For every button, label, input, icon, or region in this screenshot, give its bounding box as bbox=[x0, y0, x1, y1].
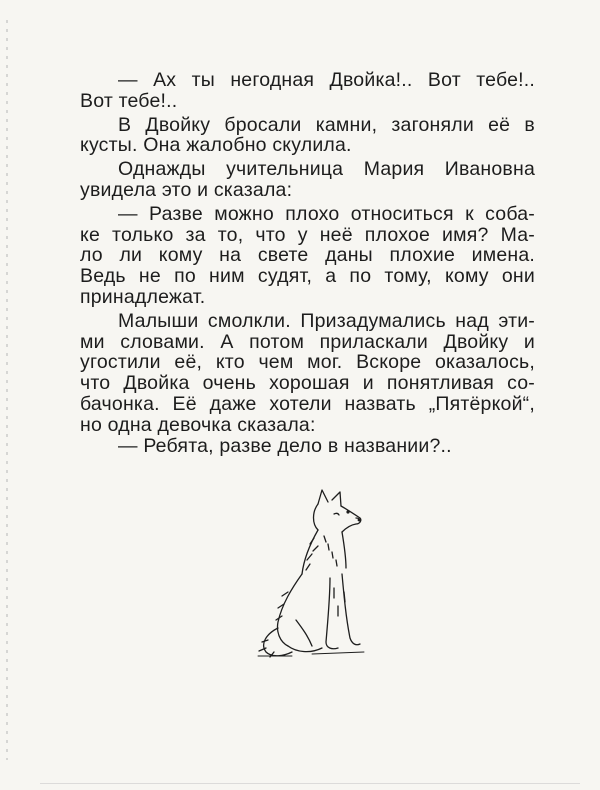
text-line: Однажды учительница Мария Ивановна bbox=[118, 158, 535, 181]
story-text bbox=[80, 70, 535, 456]
text-line: бачонка. Её даже хотели назвать „Пятёркой“, bbox=[80, 392, 535, 415]
text-line: но одна девочка сказала: bbox=[80, 413, 316, 436]
text-line: — Ребята, разве дело в названии?.. bbox=[118, 434, 452, 457]
text-line: ми словами. А потом приласкали Двойку и bbox=[80, 330, 535, 353]
text-line: Ведь не по ним судят, а по тому, кому они bbox=[80, 265, 535, 288]
text-line: угостили её, кто чем мог. Вскоре оказалось, bbox=[80, 351, 535, 374]
dog-icon bbox=[252, 488, 370, 660]
page-edge-left bbox=[6, 20, 8, 760]
text-line: — Ах ты негодная Двойка!.. Вот тебе!.. bbox=[118, 69, 535, 91]
text-line: кусты. Она жалобно скулила. bbox=[80, 134, 352, 157]
text-line: Малыши смолкли. Призадумались над эти- bbox=[118, 309, 535, 332]
text-line: что Двойка очень хорошая и понятливая со- bbox=[80, 372, 535, 395]
text-line: увидела это и сказала: bbox=[80, 178, 293, 201]
text-line: принадлежат. bbox=[80, 285, 206, 308]
text-line: ло ли кому на свете даны плохие имена. bbox=[80, 244, 535, 267]
page-edge-bottom bbox=[40, 783, 580, 784]
text-line: В Двойку бросали камни, загоняли её в bbox=[118, 113, 535, 136]
text-line: ке только за то, что у неё плохое имя? Ма- bbox=[80, 223, 535, 246]
text-line: — Разве можно плохо относиться к соба- bbox=[118, 202, 535, 225]
text-line: Вот тебе!.. bbox=[80, 89, 178, 112]
